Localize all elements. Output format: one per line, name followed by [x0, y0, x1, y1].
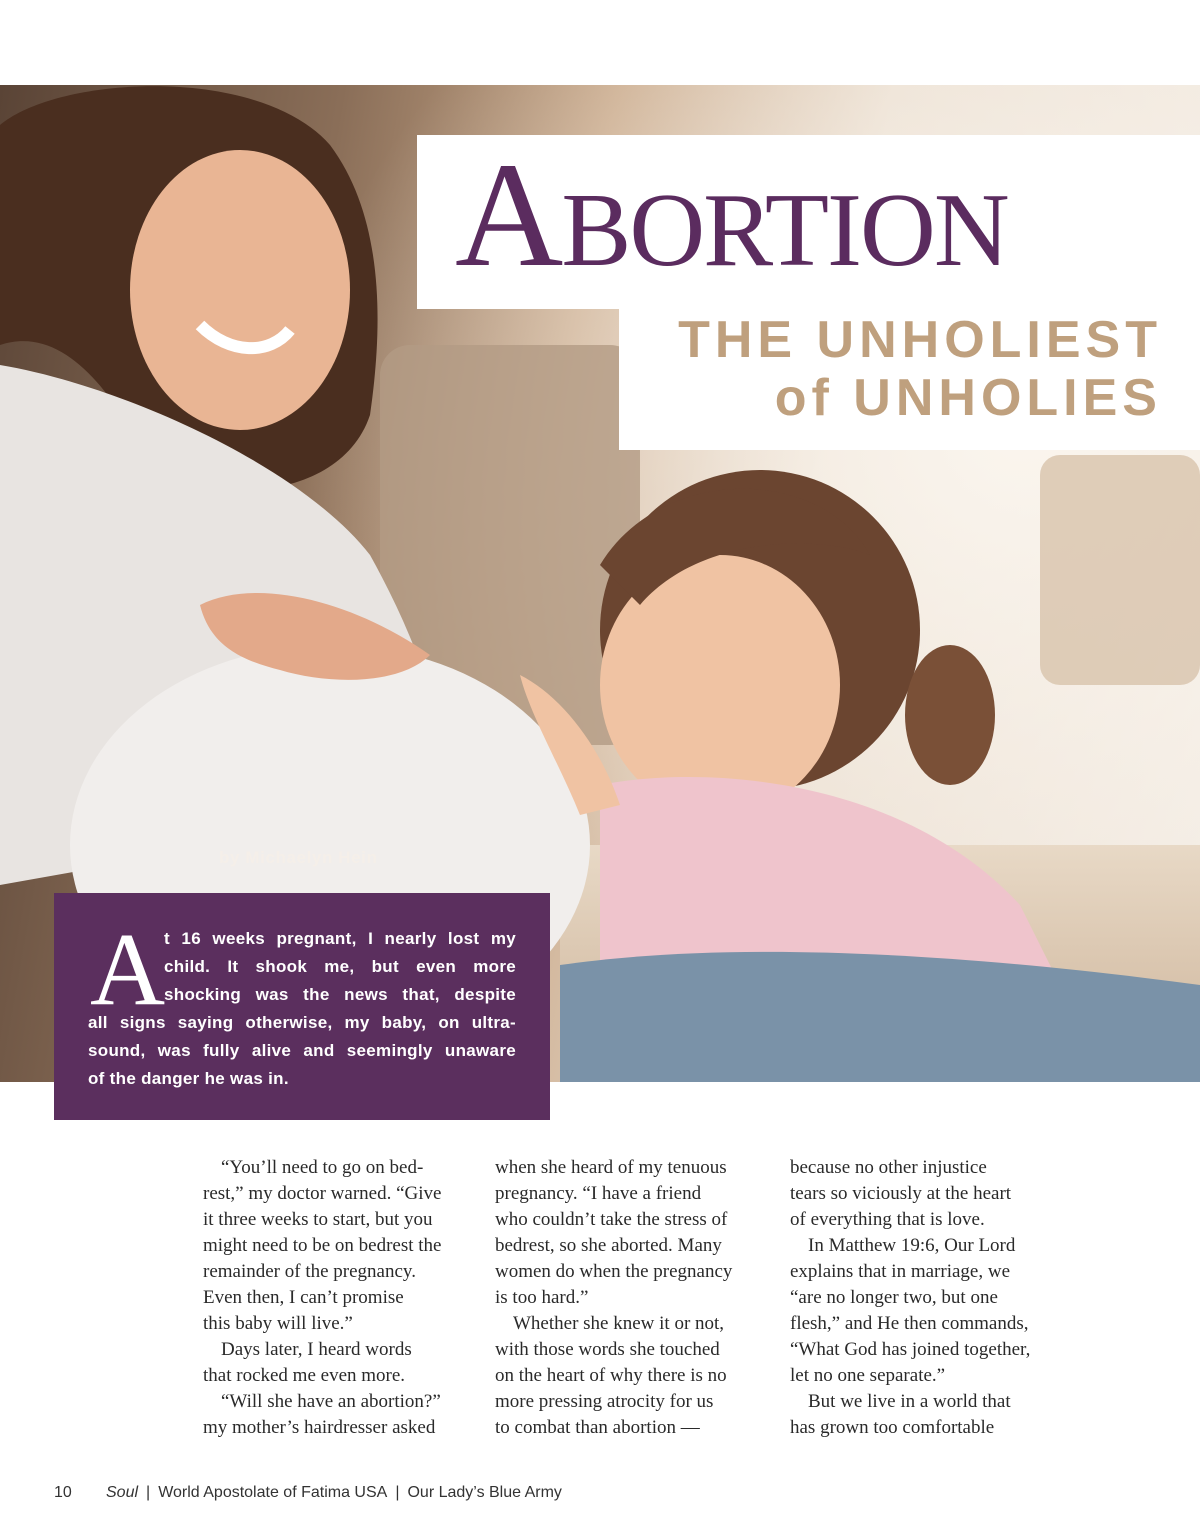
body-line: on the heart of why there is no [495, 1365, 727, 1386]
intro-line: shocking was the news that, despite [164, 985, 516, 1004]
body-line: “You’ll need to go on bed- [221, 1157, 424, 1178]
body-line: it three weeks to start, but you [203, 1209, 433, 1230]
body-line: “Will she have an abortion?” [221, 1391, 441, 1412]
body-line: bedrest, so she aborted. Many [495, 1235, 722, 1256]
subtitle-line-1: THE UNHOLIEST [678, 311, 1162, 369]
footer-separator: | [146, 1484, 151, 1501]
subtitle-line-2: of UNHOLIES [774, 369, 1162, 427]
body-line: tears so viciously at the heart [790, 1183, 1012, 1204]
body-line: Even then, I can’t promise [203, 1287, 404, 1308]
body-line: let no one separate.” [790, 1365, 946, 1386]
body-line: women do when the pregnancy [495, 1261, 733, 1282]
publisher-name: World Apostolate of Fatima USA [158, 1484, 388, 1501]
body-line: of everything that is love. [790, 1209, 985, 1230]
body-line: In Matthew 19:6, Our Lord [808, 1235, 1016, 1256]
intro-line: of the danger he was in. [88, 1069, 289, 1088]
magazine-name: Soul [106, 1484, 139, 1501]
organization-name: Our Lady’s Blue Army [407, 1484, 562, 1501]
body-line: pregnancy. “I have a friend [495, 1183, 702, 1204]
body-line: explains that in marriage, we [790, 1261, 1011, 1282]
intro-line: all signs saying otherwise, my baby, on ultra- [88, 1013, 516, 1032]
page-footer [54, 1484, 562, 1502]
byline: by Michaelyn Hein [219, 848, 378, 867]
body-line: more pressing atrocity for us [495, 1391, 714, 1412]
body-line: But we live in a world that [808, 1391, 1011, 1412]
body-line: when she heard of my tenuous [495, 1157, 727, 1178]
footer-separator: | [395, 1484, 400, 1501]
body-line: flesh,” and He then commands, [790, 1313, 1029, 1334]
intro-line: t 16 weeks pregnant, I nearly lost my [164, 929, 516, 948]
body-line: to combat than abortion — [495, 1417, 700, 1438]
body-line: that rocked me even more. [203, 1365, 406, 1386]
body-line: “What God has joined together, [790, 1339, 1031, 1360]
body-line: Days later, I heard words [221, 1339, 412, 1360]
intro-line: sound, was fully alive and seemingly unaware [88, 1041, 516, 1060]
body-line: my mother’s hairdresser asked [203, 1417, 436, 1438]
article-title [455, 132, 1155, 298]
page-number: 10 [54, 1484, 72, 1501]
intro-line: child. It shook me, but even more [164, 957, 516, 976]
body-line: who couldn’t take the stress of [495, 1209, 728, 1230]
drop-cap: A [90, 912, 166, 1027]
body-line: rest,” my doctor warned. “Give [203, 1183, 442, 1204]
body-line: is too hard.” [495, 1287, 589, 1308]
body-line: with those words she touched [495, 1339, 720, 1360]
body-line: remainder of the pregnancy. [203, 1261, 416, 1282]
body-line: has grown too comfortable [790, 1417, 995, 1438]
title-text: Abortion [455, 132, 1008, 298]
body-line: might need to be on bedrest the [203, 1235, 442, 1256]
body-line: because no other injustice [790, 1157, 987, 1178]
body-line: this baby will live.” [203, 1313, 353, 1334]
body-line: Whether she knew it or not, [513, 1313, 725, 1334]
body-line: “are no longer two, but one [790, 1287, 998, 1308]
